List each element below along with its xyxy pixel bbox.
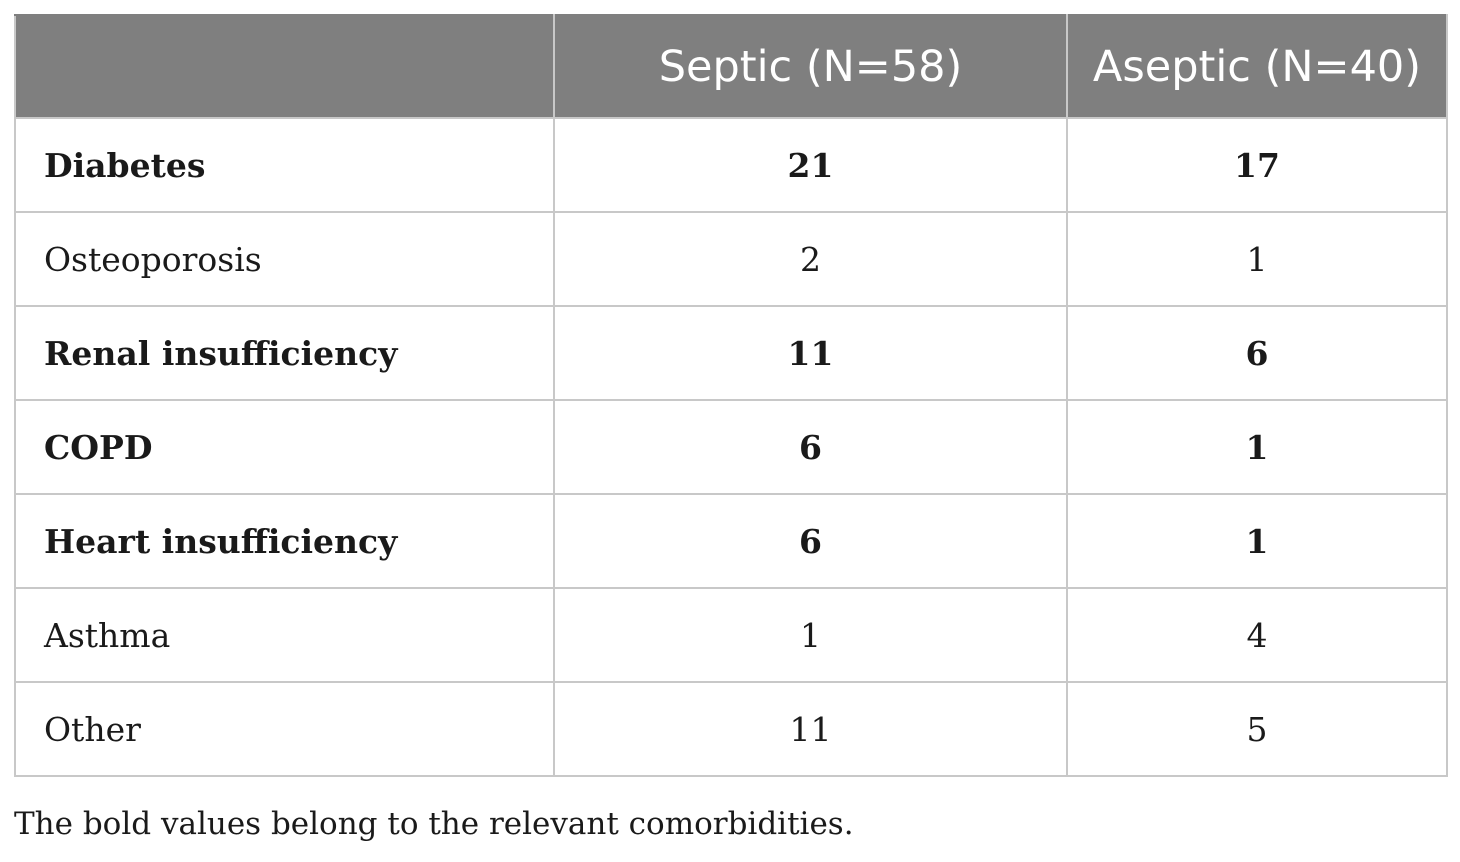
header-septic: Septic (N=58) (554, 15, 1067, 118)
header-label-column (15, 15, 554, 118)
table-row (15, 400, 1447, 494)
row-label: Asthma (15, 588, 554, 682)
table-row (15, 682, 1447, 776)
aseptic-value: 1 (1067, 494, 1447, 588)
table-header-row (15, 15, 1447, 118)
septic-value: 6 (554, 494, 1067, 588)
aseptic-value: 6 (1067, 306, 1447, 400)
table-row (15, 588, 1447, 682)
aseptic-value: 5 (1067, 682, 1447, 776)
row-label: COPD (15, 400, 554, 494)
table-footnote: The bold values belong to the relevant comorbidities. (14, 806, 854, 842)
row-label: Diabetes (15, 118, 554, 212)
septic-value: 21 (554, 118, 1067, 212)
row-label: Heart insufficiency (15, 494, 554, 588)
aseptic-value: 17 (1067, 118, 1447, 212)
aseptic-value: 1 (1067, 212, 1447, 306)
table-row (15, 306, 1447, 400)
septic-value: 11 (554, 682, 1067, 776)
table-row (15, 118, 1447, 212)
septic-value: 6 (554, 400, 1067, 494)
header-aseptic: Aseptic (N=40) (1067, 15, 1447, 118)
row-label: Renal insufficiency (15, 306, 554, 400)
table-row (15, 494, 1447, 588)
row-label: Other (15, 682, 554, 776)
aseptic-value: 1 (1067, 400, 1447, 494)
table-row (15, 212, 1447, 306)
row-label: Osteoporosis (15, 212, 554, 306)
septic-value: 11 (554, 306, 1067, 400)
septic-value: 1 (554, 588, 1067, 682)
septic-value: 2 (554, 212, 1067, 306)
aseptic-value: 4 (1067, 588, 1447, 682)
comorbidity-table (14, 14, 1446, 777)
